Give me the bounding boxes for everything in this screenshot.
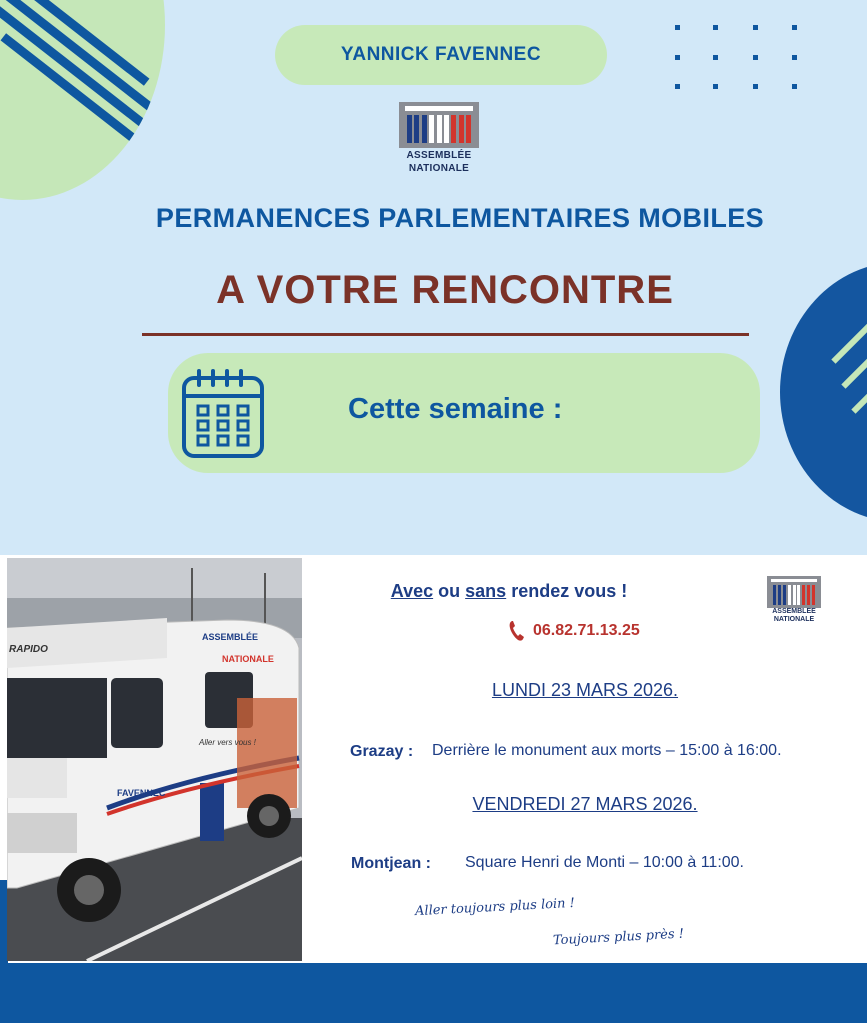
calendar-icon xyxy=(181,368,265,460)
day1-place: Grazay : xyxy=(350,743,414,760)
slogan-2: Toujours plus près ! xyxy=(552,926,685,949)
title-divider xyxy=(142,333,749,336)
day2-heading: VENDREDI 27 MARS 2026. xyxy=(472,794,698,814)
schedule-panel xyxy=(303,558,860,961)
deputy-name-badge: YANNICK FAVENNEC xyxy=(275,25,607,85)
day1-heading: LUNDI 23 MARS 2026. xyxy=(491,680,679,700)
rdv-rest: rendez vous ! xyxy=(511,581,628,601)
rdv-ou: ou xyxy=(438,581,461,601)
logo-text-line2: NATIONALE xyxy=(408,163,470,174)
assemblee-nationale-logo xyxy=(397,102,481,178)
rdv-sans: sans xyxy=(465,581,507,601)
week-label: Cette semaine : xyxy=(348,393,563,425)
phone-number[interactable]: 06.82.71.13.25 xyxy=(533,622,640,639)
decorative-circle-top-left xyxy=(0,0,165,200)
van-brand-an1: ASSEMBLÉE xyxy=(202,632,259,642)
small-logo-line2: NATIONALE xyxy=(773,616,815,623)
bottom-band xyxy=(0,963,867,1023)
phone-icon xyxy=(508,620,526,642)
day2-detail: Square Henri de Monti – 10:00 à 11:00. xyxy=(465,854,744,871)
campervan-photo xyxy=(7,558,302,961)
day2-place: Montjean : xyxy=(351,855,431,872)
page-subtitle: A VOTRE RENCONTRE xyxy=(216,268,674,312)
slogan-1: Aller toujours plus loin ! xyxy=(414,895,576,920)
van-brand-favennec: FAVENNEC xyxy=(117,788,166,798)
rdv-avec: Avec xyxy=(390,581,434,601)
van-tagline: Aller vers vous ! xyxy=(199,738,256,747)
small-logo-line1: ASSEMBLÉE xyxy=(772,608,816,615)
van-brand-rapido: RAPIDO xyxy=(9,644,48,655)
campervan-illustration xyxy=(7,558,302,961)
assemblee-nationale-logo-small xyxy=(764,576,824,628)
appointment-line xyxy=(303,581,715,602)
day1-detail: Derrière le monument aux morts – 15:00 à 16:00. xyxy=(432,742,782,759)
logo-text-line1: ASSEMBLÉE xyxy=(406,150,472,161)
page-title: PERMANENCES PARLEMENTAIRES MOBILES xyxy=(155,203,765,233)
decorative-dots xyxy=(672,22,802,92)
van-brand-an2: NATIONALE xyxy=(222,654,274,664)
